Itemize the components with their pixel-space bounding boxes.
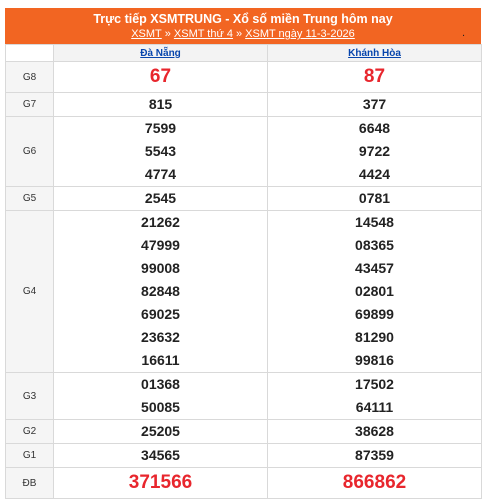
prize-label: ĐB <box>6 468 54 499</box>
result-number: 4774 <box>144 166 177 182</box>
result-number: 23632 <box>141 329 180 345</box>
result-cell-khanh-hoa <box>268 211 482 373</box>
province-header-khanh-hoa <box>268 45 482 62</box>
result-cell-khanh-hoa <box>268 468 482 499</box>
result-number: 64111 <box>355 399 394 415</box>
result-cell-khanh-hoa <box>268 420 482 444</box>
result-number: 50085 <box>141 399 180 415</box>
result-number: 02801 <box>355 283 394 299</box>
breadcrumb-separator: » <box>164 28 171 40</box>
prize-row-g3 <box>6 373 482 420</box>
results-header <box>5 8 481 44</box>
corner-cell <box>6 45 54 62</box>
result-number: 21262 <box>141 214 180 230</box>
result-number: 4424 <box>358 166 391 182</box>
result-number: 25205 <box>141 423 180 439</box>
result-number: 99008 <box>141 260 180 276</box>
province-link-da-nang[interactable]: Đà Nẵng <box>140 47 181 59</box>
province-link-khanh-hoa[interactable]: Khánh Hòa <box>348 47 401 59</box>
result-cell-da-nang <box>54 93 268 117</box>
result-number: 81290 <box>355 329 394 345</box>
result-cell-khanh-hoa <box>268 117 482 187</box>
result-cell-da-nang <box>54 62 268 93</box>
result-number: 69025 <box>141 306 180 322</box>
result-number: 87359 <box>355 447 394 463</box>
result-number: 866862 <box>342 472 407 493</box>
prize-row-g7 <box>6 93 482 117</box>
result-number: 47999 <box>141 237 180 253</box>
result-number: 99816 <box>355 352 394 368</box>
result-number: 0781 <box>358 190 391 206</box>
result-number: 17502 <box>355 376 394 392</box>
prize-label: G7 <box>6 93 54 117</box>
result-number: 34565 <box>141 447 180 463</box>
province-header-row <box>6 45 482 62</box>
prize-row-g1 <box>6 444 482 468</box>
prize-label: G1 <box>6 444 54 468</box>
prize-rows <box>6 62 482 499</box>
result-cell-da-nang <box>54 373 268 420</box>
breadcrumb-link-weekday[interactable]: XSMT thứ 4 <box>173 28 234 40</box>
header-title: Trực tiếp XSMTRUNG - Xổ số miền Trung hôm nay <box>93 12 393 26</box>
result-number: 16611 <box>141 352 180 368</box>
prize-row-db <box>6 468 482 499</box>
result-cell-da-nang <box>54 211 268 373</box>
prize-row-g2 <box>6 420 482 444</box>
breadcrumb-link-xsmt[interactable]: XSMT <box>131 28 162 40</box>
result-number: 43457 <box>355 260 394 276</box>
prize-row-g5 <box>6 187 482 211</box>
result-cell-khanh-hoa <box>268 62 482 93</box>
breadcrumb-separator: » <box>236 28 243 40</box>
result-number: 815 <box>148 96 173 112</box>
prize-label: G4 <box>6 211 54 373</box>
prize-label: G6 <box>6 117 54 187</box>
result-number: 87 <box>363 66 386 87</box>
result-number: 377 <box>362 96 387 112</box>
result-number: 01368 <box>141 376 180 392</box>
result-number: 2545 <box>144 190 177 206</box>
result-cell-da-nang <box>54 117 268 187</box>
result-number: 67 <box>149 66 172 87</box>
result-cell-khanh-hoa <box>268 444 482 468</box>
breadcrumb <box>5 27 481 41</box>
result-cell-khanh-hoa <box>268 93 482 117</box>
result-number: 7599 <box>144 120 177 136</box>
result-cell-khanh-hoa <box>268 373 482 420</box>
results-table <box>5 44 482 499</box>
result-cell-da-nang <box>54 468 268 499</box>
results-widget <box>5 8 481 499</box>
prize-row-g6 <box>6 117 482 187</box>
result-number: 9722 <box>358 143 391 159</box>
prize-label: G5 <box>6 187 54 211</box>
prize-row-g8 <box>6 62 482 93</box>
result-number: 5543 <box>144 143 177 159</box>
province-header-da-nang <box>54 45 268 62</box>
prize-label: G8 <box>6 62 54 93</box>
result-number: 08365 <box>355 237 394 253</box>
result-cell-da-nang <box>54 420 268 444</box>
result-number: 371566 <box>128 472 193 493</box>
result-cell-khanh-hoa <box>268 187 482 211</box>
prize-label: G3 <box>6 373 54 420</box>
prize-row-g4 <box>6 211 482 373</box>
result-number: 38628 <box>355 423 394 439</box>
result-number: 14548 <box>355 214 394 230</box>
result-number: 6648 <box>358 120 391 136</box>
breadcrumb-link-date[interactable]: XSMT ngày 11-3-2026 <box>245 28 355 40</box>
result-cell-da-nang <box>54 444 268 468</box>
result-number: 82848 <box>141 283 180 299</box>
result-cell-da-nang <box>54 187 268 211</box>
result-number: 69899 <box>355 306 394 322</box>
header-dot: . <box>461 27 465 39</box>
prize-label: G2 <box>6 420 54 444</box>
